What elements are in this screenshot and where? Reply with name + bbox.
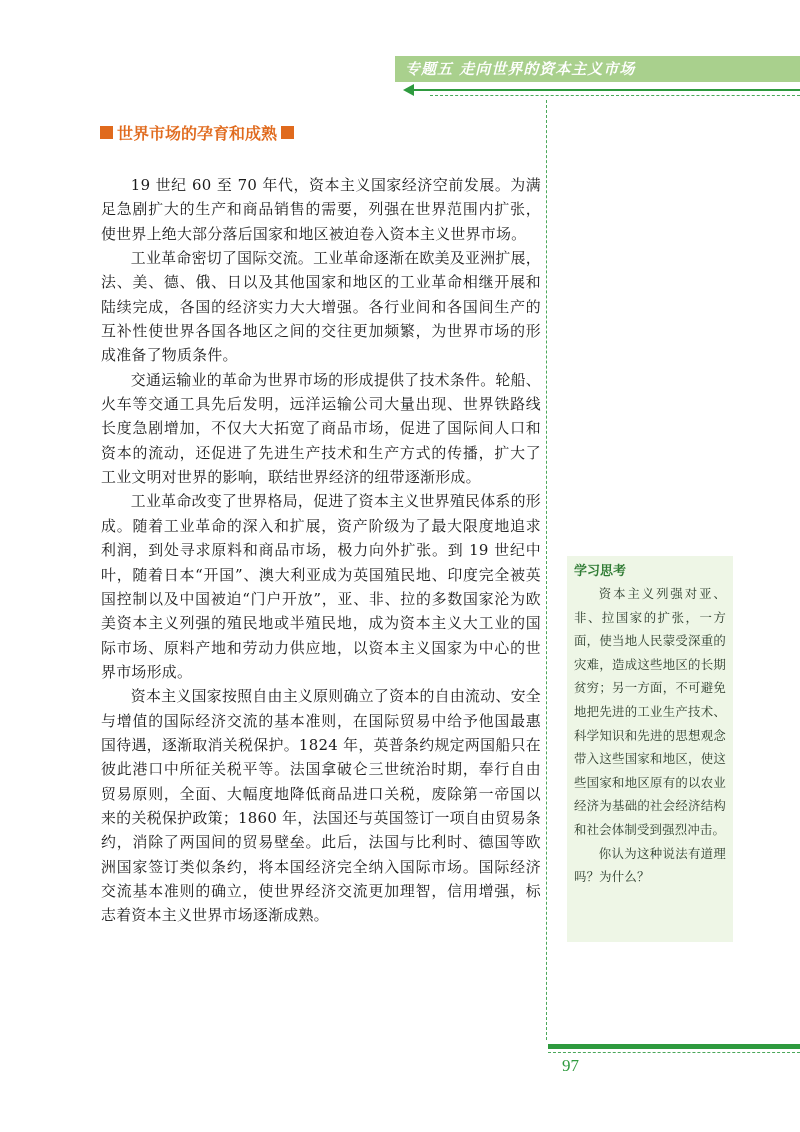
header-dashed-rule (430, 95, 800, 96)
paragraph: 工业革命密切了国际交流。工业革命逐渐在欧美及亚洲扩展，法、美、德、俄、日以及其他国家和地区的工业革命相继开展和陆续完成，各国的经济实力大大增强。各行业间和各国间生产的互补性使世界各国各地区之间的交往更加频繁，为世界市场的形成准备了物质条件。 (101, 249, 541, 365)
heading-square-right-icon (281, 126, 294, 139)
sidebar-question: 你认为这种说法有道理吗？为什么？ (574, 845, 726, 885)
footer-bar (548, 1044, 800, 1049)
margin-divider (546, 100, 547, 1040)
paragraph: 工业革命改变了世界格局，促进了资本主义世界殖民体系的形成。随着工业革命的深入和扩展，资产阶级为了最大限度地追求利润，到处寻求原料和商品市场，极力向外扩张。到 19 世纪中叶，随着日本“开国”、澳大利亚成为英国殖民地、印度完全被英国控制以及中国被迫“门户开放”，亚、非、拉的多数国家沦为欧美资本主义列强的殖民地或半殖民地，成为资本主义大工业的国际市场、原料产地和劳动力供应地，以资本主义国家为中心的世界市场形成。 (101, 492, 541, 681)
study-sidebar (567, 556, 733, 942)
section-heading (100, 121, 294, 143)
paragraph: 交通运输业的革命为世界市场的形成提供了技术条件。轮船、火车等交通工具先后发明，远洋运输公司大量出现、世界铁路线长度急剧增加，不仅大大拓宽了商品市场，促进了国际间人口和资本的流动，还促进了先进生产技术和生产方式的传播，扩大了工业文明对世界的影响，联结世界经济的纽带逐渐形成。 (101, 370, 541, 487)
paragraph: 19 世纪 60 至 70 年代，资本主义国家经济空前发展。为满足急剧扩大的生产和商品销售的需要，列强在世界范围内扩张，使世界上绝大部分落后国家和地区被迫卷入资本主义世界市场。 (101, 176, 541, 243)
main-text (101, 173, 541, 928)
paragraph: 资本主义国家按照自由主义原则确立了资本的自由流动、安全与增值的国际经济交流的基本准则，在国际贸易中给予他国最惠国待遇，逐渐取消关税保护。1824 年，英普条约规定两国船只在彼此港口中所征关税平等。法国拿破仑三世统治时期，奉行自由贸易原则，全面、大幅度地降低商品进口关税，废除第一帝国以来的关税保护政策；1860 年，法国还与英国签订一项自由贸易条约，消除了两国间的贸易壁垒。此后，法国与比利时、德国等欧洲国家签订类似条约，将本国经济完全纳入国际市场。国际经济交流基本准则的确立，使世界经济交流更加理智，信用增强，标志着资本主义世界市场逐渐成熟。 (101, 687, 541, 925)
section-heading-text: 世界市场的孕育和成熟 (117, 123, 278, 143)
header-rule (412, 89, 800, 91)
sidebar-paragraph: 资本主义列强对亚、非、拉国家的扩张，一方面，使当地人民蒙受深重的灾难，造成这些地区的长期贫穷；另一方面，不可避免地把先进的工业生产技术、科学知识和先进的思想观念带入这些国家和地区，使这些国家和地区原有的以农业经济为基础的社会经济结构和社会体制受到强烈冲击。 (574, 586, 726, 837)
footer-dashed-rule (548, 1052, 800, 1053)
page-number: 97 (562, 1056, 579, 1075)
sidebar-title: 学习思考 (574, 564, 627, 579)
chapter-title: 专题五 走向世界的资本主义市场 (405, 60, 636, 78)
heading-square-left-icon (100, 126, 113, 139)
